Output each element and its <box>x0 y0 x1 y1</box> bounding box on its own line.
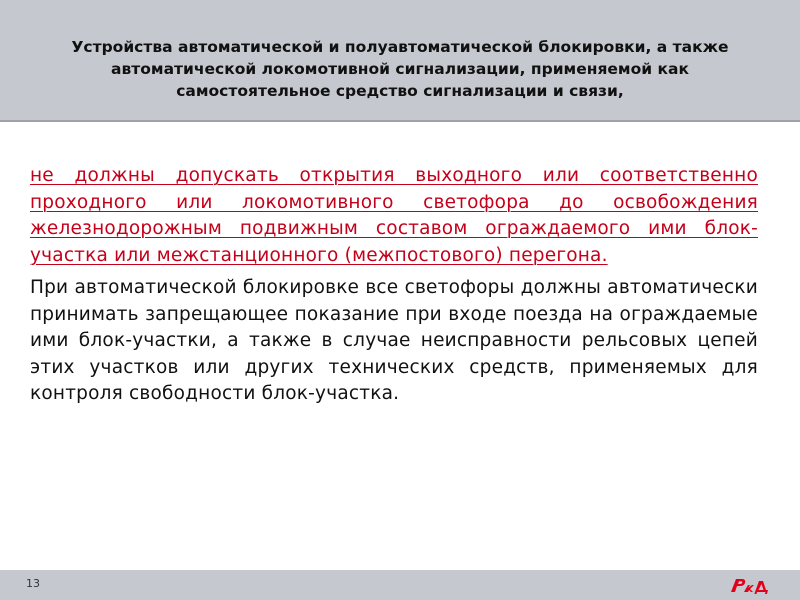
page-number: 13 <box>26 577 40 590</box>
rzd-logo-icon <box>728 575 774 595</box>
slide-title: Устройства автоматической и полуавтоматической блокировки, а также автоматической локомотивной сигнализации, применяемой как самостоятельное средство сигнализации и связи, <box>71 38 729 100</box>
highlighted-paragraph: не должны допускать открытия выходного или соответственно проходного или локомотивного светофора до освобождения железнодорожным подвижным составом ограждаемого ими блок-участка или межстанционного (межпостового) перегона. <box>30 165 758 266</box>
body-paragraph: При автоматической блокировке все светофоры должны автоматически принимать запрещающее показание при входе поезда на ограждаемые ими блок-участки, а также в случае неисправности рельсовых цепей этих участков или других технических средств, применяемых для контроля свободности блок-участка. <box>30 277 758 404</box>
title-bar <box>0 0 800 122</box>
footer-bar <box>0 570 800 600</box>
slide-body <box>30 163 758 408</box>
